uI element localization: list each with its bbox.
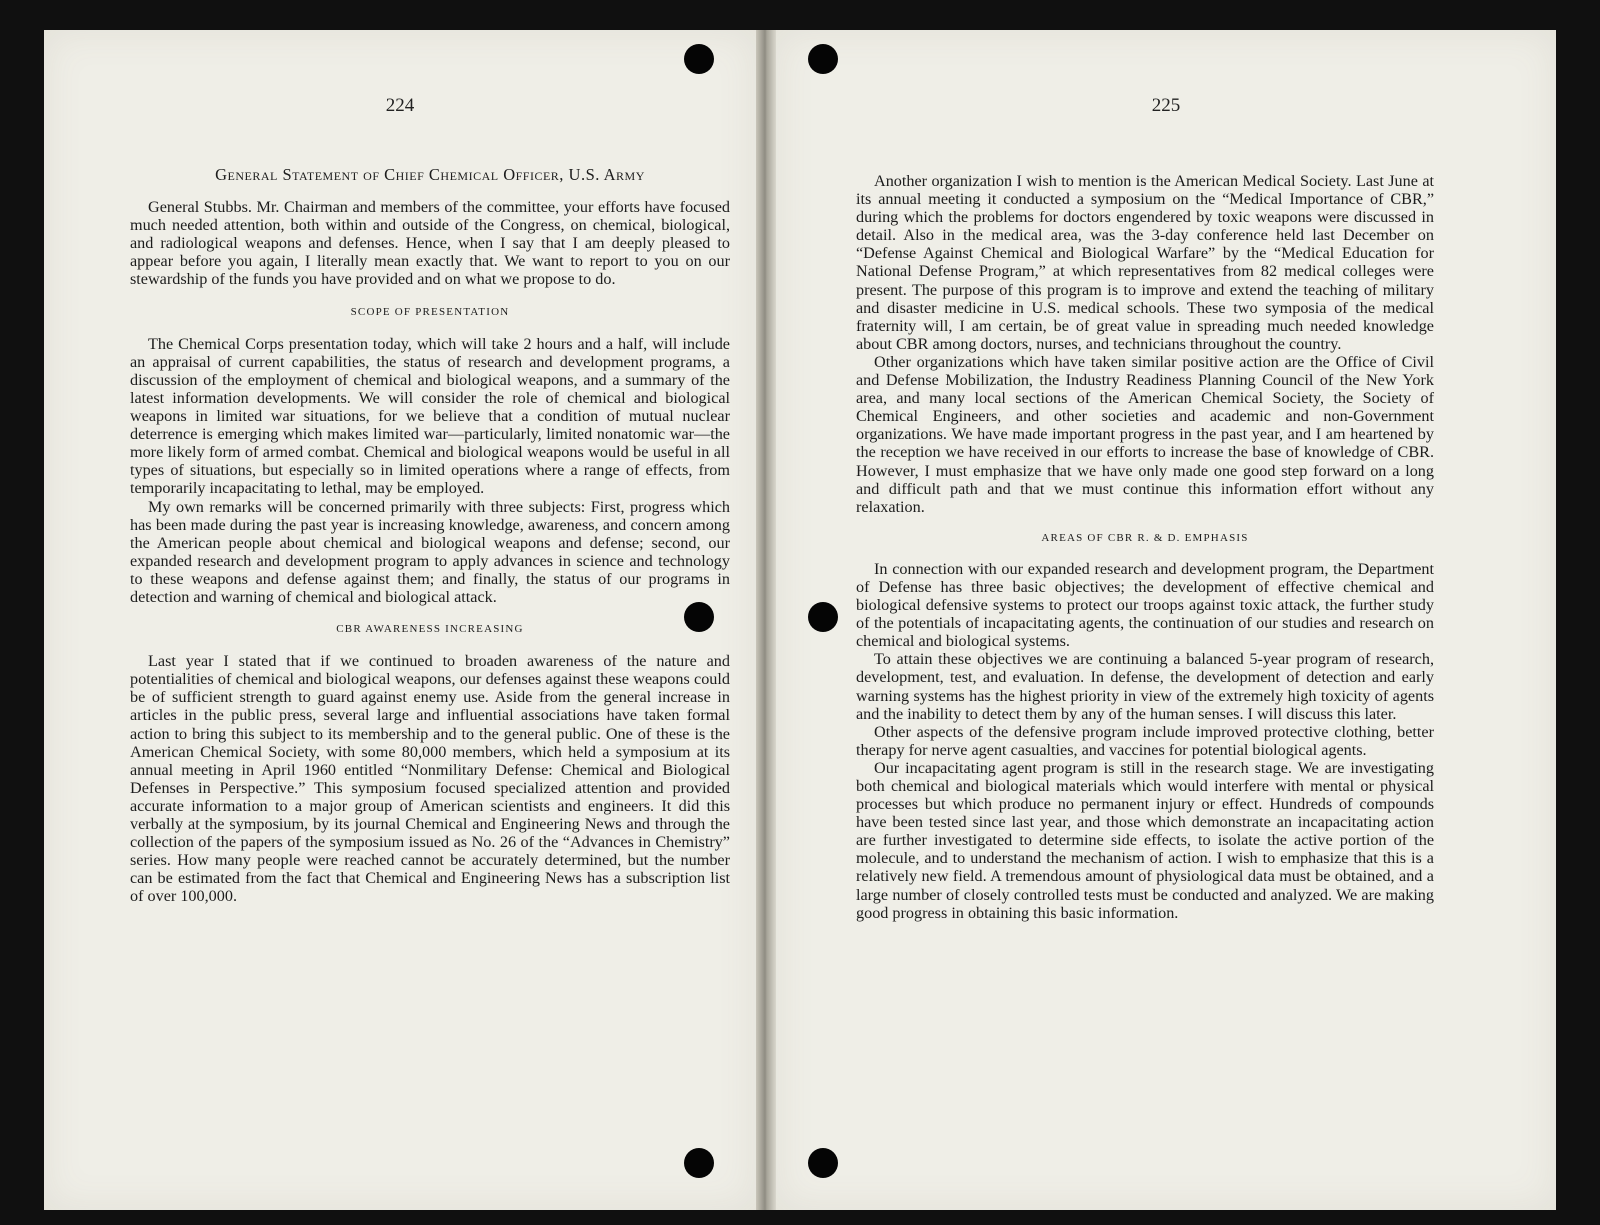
paragraph: Our incapacitating agent program is still in the research stage. We are investigating both chemical and biological materials which would interfere with mental or physical processes but which produce no permanent injury or effect. Hundreds of compounds have been tested since last year, and those which demonstrate an incapacitating action are further investigated to determine side effects, to isolate the active portion of the molecule, and to understand the mechanism of action. I wish to emphasize that this is a relatively new field. A tremendous amount of physiological data must be obtained, and a large number of closely controlled tests must be conducted and analyzed. We are making good progress in obtaining this basic information. bbox=[856, 758, 1434, 922]
paragraph: Another organization I wish to mention is the American Medical Society. Last June at its annual meeting it conducted a symposium on the “Medical Importance of CBR,” during which the problems for doctors engendered by toxic weapons were discussed in detail. Also in the medical area, was the 3-day conference held last December on “Defense Against Chemical and Biological Warfare” by the “Medical Education for National Defense Program,” at which representatives from 82 medical colleges were present. The purpose of this program is to improve and extend the teaching of military and disaster medicine in U.S. medical schools. These two symposia of the medical fraternity will, I am certain, be of great value in spreading much needed knowledge about CBR among doctors, nurses, and technicians throughout the country. bbox=[856, 172, 1434, 353]
left-page-text bbox=[130, 166, 730, 905]
paragraph: The Chemical Corps presentation today, which will take 2 hours and a half, will include an appraisal of current capabilities, the status of research and development programs, a discussion of the employment of chemical and biological weapons, and a summary of the latest information developments. We will consider the role of chemical and biological weapons in limited war situations, for we believe that a condition of mutual nuclear deterrence is emerging which makes limited war—particularly, limited nonatomic war—the more likely form of armed combat. Chemical and biological weapons would be useful in all types of situations, but especially so in limited operations where a range of effects, from temporarily incapacitating to lethal, may be employed. bbox=[130, 334, 730, 498]
punch-hole bbox=[808, 44, 838, 74]
punch-hole bbox=[684, 1148, 714, 1178]
statement-title: General Statement of Chief Chemical Officer, U.S. Army bbox=[215, 165, 645, 184]
punch-hole bbox=[808, 1148, 838, 1178]
section-heading-emphasis: AREAS OF CBR R. & D. EMPHASIS bbox=[1041, 531, 1249, 544]
right-page-text bbox=[856, 172, 1434, 922]
paragraph: Other organizations which have taken similar positive action are the Office of Civil and Defense Mobilization, the Industry Readiness Planning Council of the New York area, and many local sections of the American Chemical Society, the Society of Chemical Engineers, and other societies and academic and non-Government organizations. We have made important progress in the past year, and I am heartened by the reception we have received in our efforts to increase the base of knowledge of CBR. However, I must emphasize that we have only made one good step forward on a long and difficult path and that we must continue this information effort without any relaxation. bbox=[856, 352, 1434, 516]
page-number: 225 bbox=[1151, 95, 1181, 116]
paragraph: To attain these objectives we are continuing a balanced 5-year program of research, development, test, and evaluation. In defense, the development of detection and early warning systems has the highest priority in view of the extremely high toxicity of agents and the inability to detect them by any of the human senses. I will discuss this later. bbox=[856, 650, 1434, 723]
intro-paragraph: General Stubbs. Mr. Chairman and members of the committee, your efforts have focused much needed attention, both within and outside of the Congress, on chemical, biological, and radiological weapons and defenses. Hence, when I say that I am deeply pleased to appear before you again, I literally mean exactly that. We want to report to you on our stewardship of the funds you have provided and on what we propose to do. bbox=[130, 198, 730, 289]
paragraph: My own remarks will be concerned primarily with three subjects: First, progress which has been made during the past year is increasing knowledge, awareness, and concern among the American people about chemical and biological weapons and defense; second, our expanded research and development program to apply advances in science and technology to these weapons and defense against them; and finally, the status of our programs in detection and warning of chemical and biological attack. bbox=[130, 497, 730, 606]
punch-hole bbox=[808, 602, 838, 632]
punch-hole bbox=[684, 602, 714, 632]
punch-hole bbox=[684, 44, 714, 74]
paragraph: Last year I stated that if we continued to broaden awareness of the nature and potentialities of chemical and biological weapons, our defenses against these weapons could be of sufficient strength to guard against enemy use. Aside from the general increase in articles in the public press, several large and influential associations have taken formal action to bring this subject to its membership and to the general public. One of these is the American Chemical Society, with some 80,000 members, which held a symposium at its annual meeting in April 1960 entitled “Nonmilitary Defense: Chemical and Biological Defenses in Perspective.” This symposium focused specialized attention and provided accurate information to a major group of American scientists and engineers. It did this verbally at the symposium, by its journal Chemical and Engineering News and through the collection of the papers of the symposium issued as No. 26 of the “Advances in Chemistry” series. How many people were reached cannot be accurately determined, but the number can be estimated from the fact that Chemical and Engineering News has a subscription list of over 100,000. bbox=[130, 652, 730, 906]
paragraph: In connection with our expanded research and development program, the Department of Defense has three basic objectives; the development of effective chemical and biological defensive systems to protect our troops against toxic attack, the further study of the potentials of incapacitating agents, the continuation of our studies and research on chemical and biological systems. bbox=[856, 559, 1434, 651]
right-page bbox=[776, 30, 1556, 1210]
left-page bbox=[44, 30, 756, 1210]
paragraph: Other aspects of the defensive program include improved protective clothing, better therapy for nerve agent casualties, and vaccines for potential biological agents. bbox=[856, 722, 1434, 759]
section-heading-scope: SCOPE OF PRESENTATION bbox=[350, 305, 510, 318]
book-gutter bbox=[756, 30, 776, 1210]
page-number: 224 bbox=[385, 95, 415, 116]
section-heading-awareness: CBR AWARENESS INCREASING bbox=[336, 623, 524, 636]
